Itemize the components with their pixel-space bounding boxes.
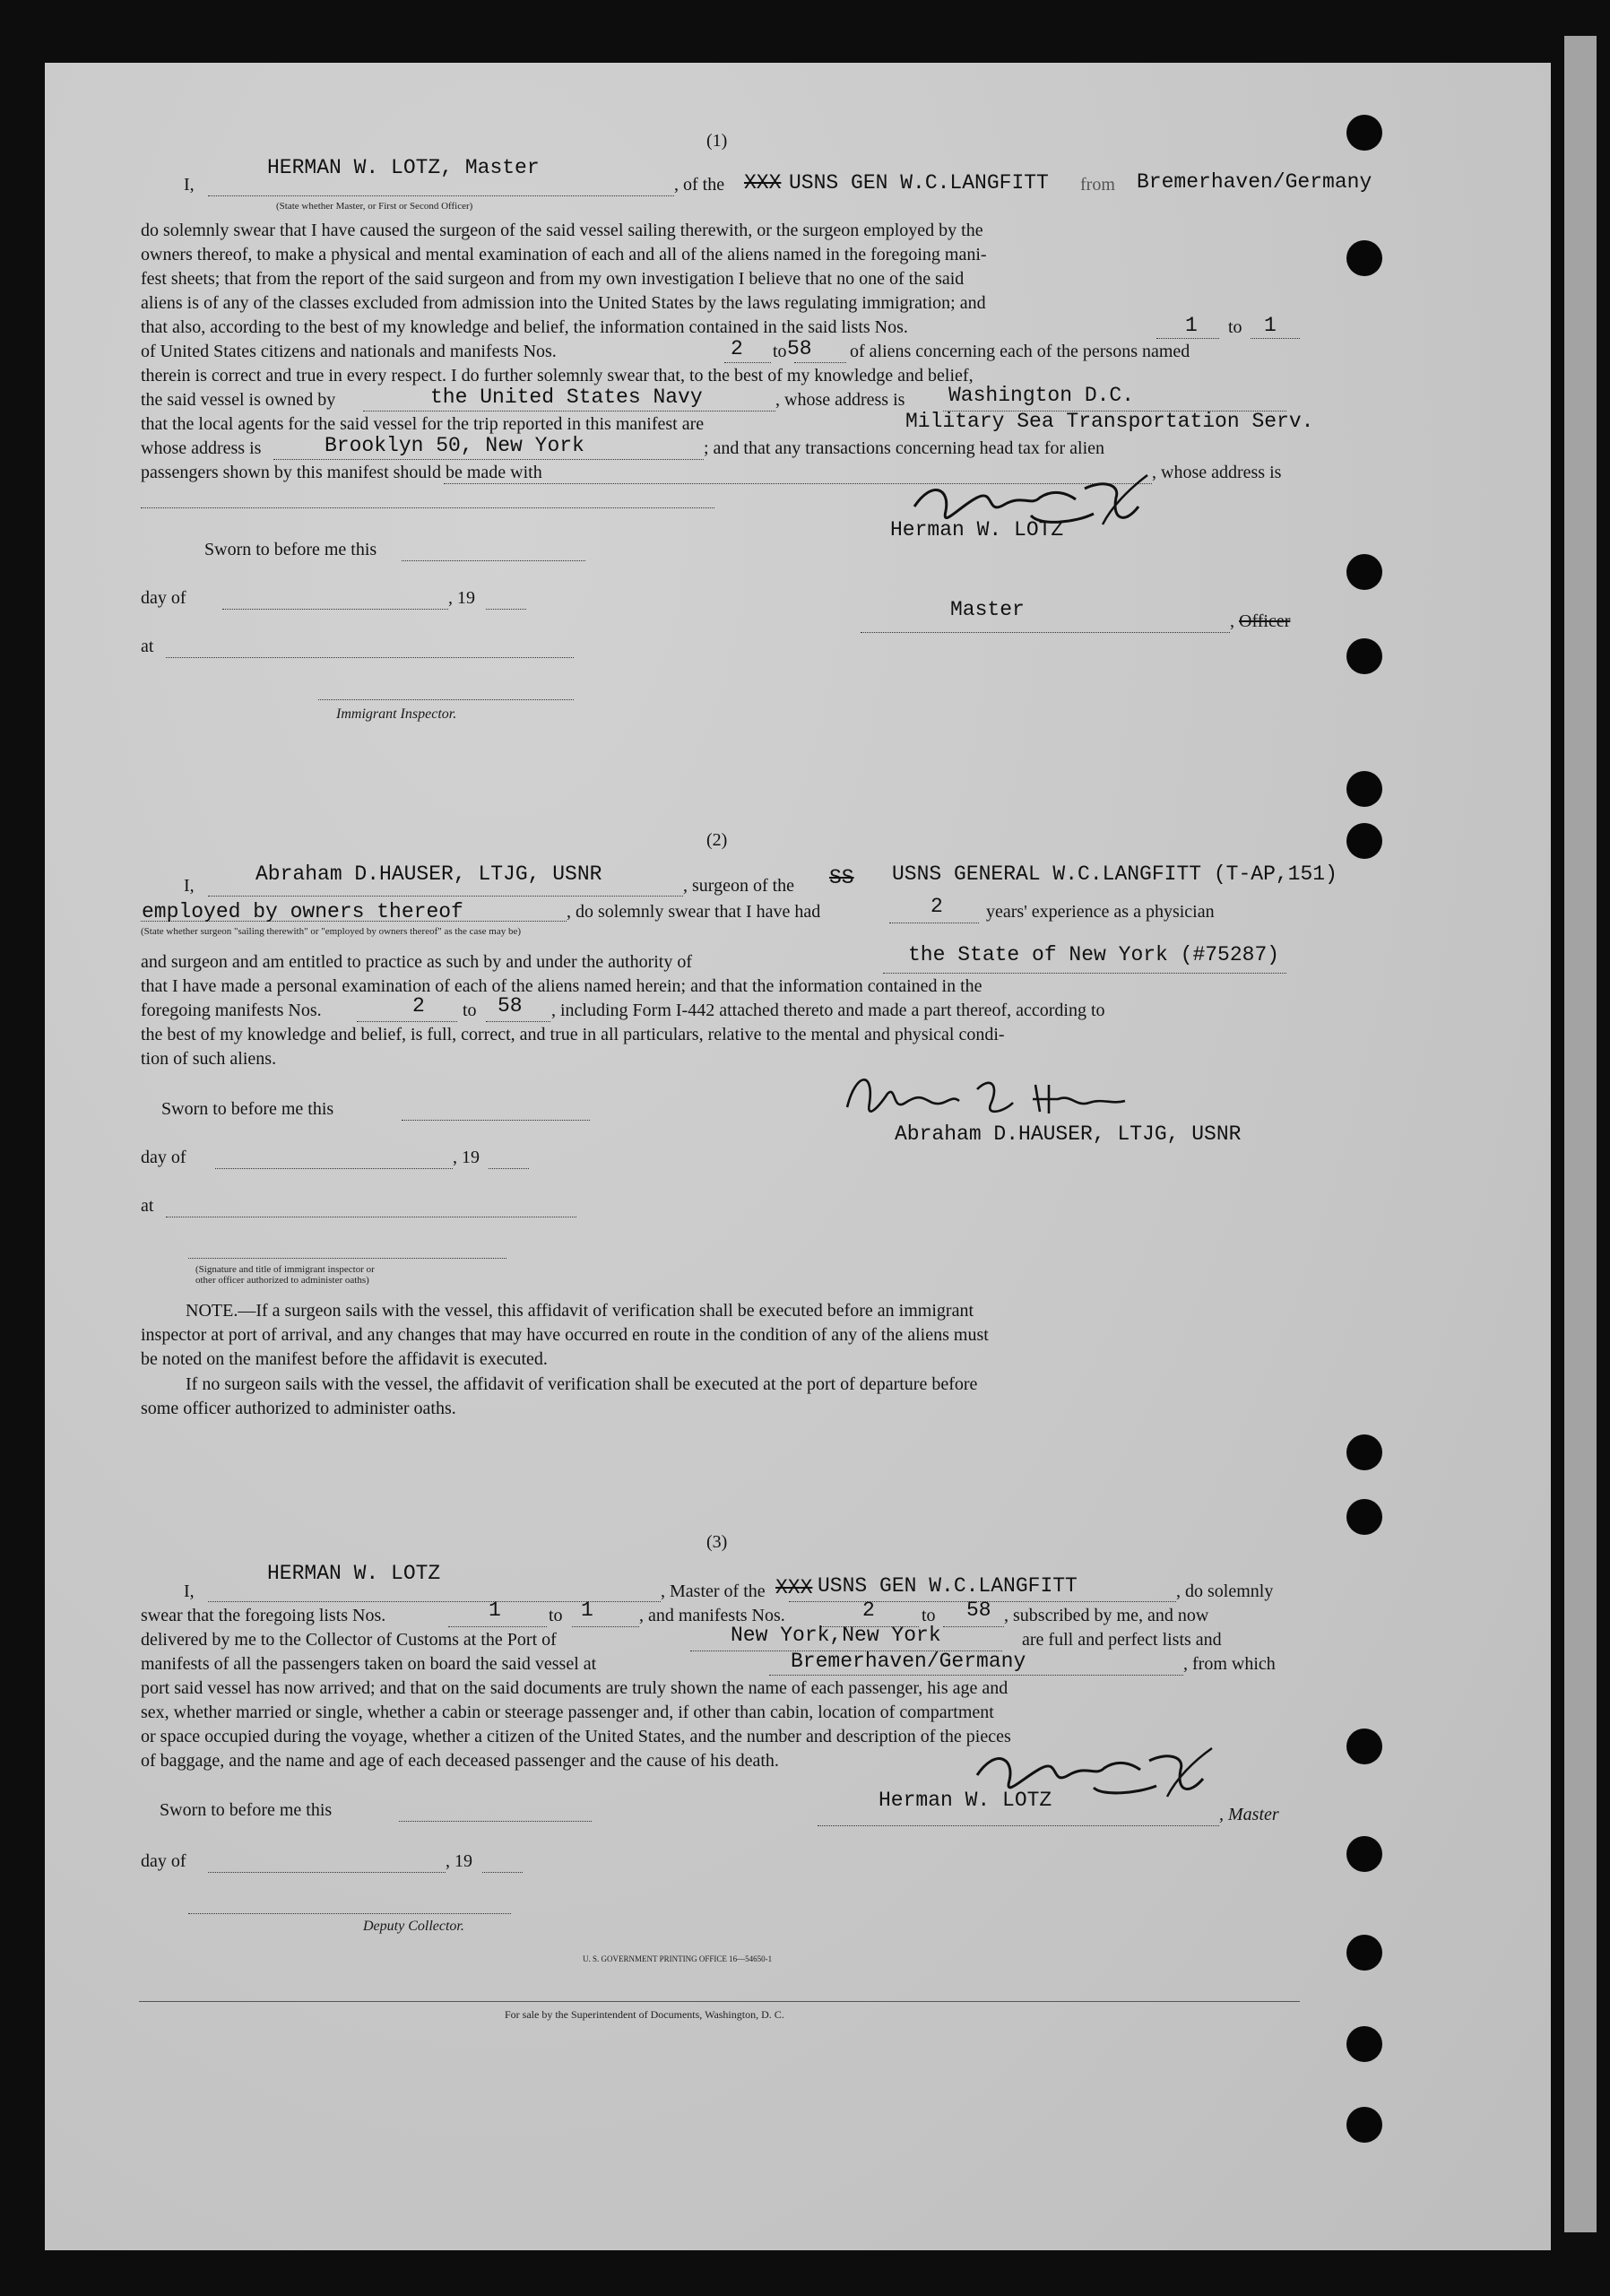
lists-from: 1 [1185, 314, 1198, 337]
s3-lists-to: 1 [581, 1599, 593, 1622]
day-line [215, 1168, 453, 1169]
day-of-label: day of [141, 1851, 186, 1871]
s3-manifest-from: 2 [862, 1599, 875, 1622]
at-line [166, 657, 574, 658]
year-label: , 19 [453, 1148, 480, 1167]
year-line [489, 1168, 529, 1169]
s3-lists-to-line [572, 1626, 639, 1627]
to-label: to [549, 1606, 563, 1625]
note-line-1: NOTE.—If a surgeon sails with the vessel, this affidavit of verification shall be executed before an immigrant [186, 1301, 974, 1321]
punch-hole [1346, 1728, 1382, 1764]
inspector-line [318, 699, 574, 700]
s3-port-from-line [769, 1675, 1183, 1676]
s3-manifest-to: 58 [966, 1599, 991, 1622]
agent-address-line [273, 459, 704, 460]
years-experience: 2 [931, 895, 943, 918]
s1-line-0: do solemnly swear that I have caused the surgeon of the said vessel sailing therewith, or the surgeon employed by the [141, 221, 983, 240]
i-label: I, [184, 175, 195, 195]
surgeon-employment: employed by owners thereof [142, 900, 463, 923]
surgeon-of-the-label: , surgeon of the [683, 876, 795, 896]
of-the-label: , of the [674, 175, 725, 195]
surgeon-signature [834, 1067, 1174, 1130]
s2-manifest-to: 58 [498, 994, 523, 1018]
punch-hole [1346, 2026, 1382, 2062]
punch-hole [1346, 554, 1382, 590]
year-label: , 19 [448, 588, 475, 608]
to-label: to [463, 1001, 477, 1020]
strikeout-officer: Officer [1239, 611, 1291, 631]
punch-hole [1346, 638, 1382, 674]
s3-line-0: port said vessel has now arrived; and that on the said documents are truly shown the name of each passenger, his age and [141, 1678, 1008, 1698]
s2-manifest-from: 2 [412, 994, 425, 1018]
owner-address: Washington D.C. [948, 384, 1135, 407]
s3-signature-line [818, 1825, 1219, 1826]
strikeout-ss: XXX [775, 1576, 813, 1599]
note-line-5: some officer authorized to administer oaths. [141, 1399, 456, 1418]
note-line-2: inspector at port of arrival, and any changes that may have occurred en route in the condition of any of the aliens must [141, 1325, 989, 1345]
footer-rule [139, 2001, 1300, 2002]
s1-line-8: that the local agents for the said vessel for the trip reported in this manifest are [141, 414, 705, 434]
i-label: I, [184, 1581, 195, 1601]
master-title: Master [950, 598, 1025, 621]
manifest-to: 58 [787, 337, 812, 360]
deputy-collector-caption: Deputy Collector. [363, 1919, 464, 1934]
s3-lists-from: 1 [489, 1599, 501, 1622]
to-label: to [773, 342, 787, 361]
year-line [486, 609, 526, 610]
port-of-arrival: New York,New York [731, 1624, 941, 1647]
s3-manifest-to-line [943, 1626, 1004, 1627]
and-manifests-text: , and manifests Nos. [639, 1606, 785, 1625]
day-of-label: day of [141, 588, 186, 608]
strikeout-ss: XXX [744, 171, 782, 195]
master-caption: (State whether Master, or First or Second Officer) [276, 201, 473, 212]
title-line [861, 632, 1230, 633]
officer-sig-line [188, 1258, 506, 1259]
manifest-from-line [724, 362, 771, 363]
authority: the State of New York (#75287) [908, 943, 1280, 966]
note-line-4: If no surgeon sails with the vessel, the affidavit of verification shall be executed at the port of departure before [186, 1374, 978, 1394]
sworn-line [399, 1821, 592, 1822]
day-line [222, 609, 448, 610]
punch-hole [1346, 1434, 1382, 1470]
s3-master-name: HERMAN W. LOTZ [267, 1562, 441, 1585]
owner-line [363, 411, 775, 412]
surgeon-name: Abraham D.HAUSER, LTJG, USNR [255, 862, 602, 886]
collector-line [188, 1913, 511, 1914]
full-perfect-text: are full and perfect lists and [1022, 1630, 1222, 1650]
sworn-line [402, 560, 585, 561]
s1-line-1: owners thereof, to make a physical and mental examination of each and all of the aliens named in the foregoing mani- [141, 245, 987, 264]
punch-hole [1346, 1836, 1382, 1872]
section-1-number: (1) [706, 131, 728, 151]
punch-hole [1346, 771, 1382, 807]
punch-hole [1346, 1499, 1382, 1535]
sig-caption-2: other officer authorized to administer oaths) [195, 1275, 369, 1286]
surgeon-signed-name: Abraham D.HAUSER, LTJG, USNR [895, 1122, 1242, 1146]
punch-hole [1346, 2107, 1382, 2143]
punch-hole [1346, 1935, 1382, 1971]
note-line-3: be noted on the manifest before the affidavit is executed. [141, 1349, 548, 1369]
s3-signed-name: Herman W. LOTZ [879, 1789, 1052, 1812]
punch-hole [1346, 823, 1382, 859]
sig-caption-1: (Signature and title of immigrant inspector or [195, 1264, 375, 1275]
employment-caption: (State whether surgeon "sailing therewith" or "employed by owners thereof" as the case may be) [141, 926, 522, 937]
authority-line [883, 973, 1286, 974]
swear-lists-text: swear that the foregoing lists Nos. [141, 1606, 386, 1625]
s3-port-from: Bremerhaven/Germany [791, 1650, 1026, 1673]
s2-line-0: that I have made a personal examination of each of the aliens named herein; and that the information contained in the [141, 976, 982, 996]
subscribed-text: , subscribed by me, and now [1004, 1606, 1209, 1625]
section-2-number: (2) [706, 830, 728, 850]
port-from: Bremerhaven/Germany [1137, 170, 1372, 194]
to-label: to [1228, 317, 1242, 337]
master-signed-name: Herman W. LOTZ [890, 518, 1064, 542]
surgeon-name-line [208, 896, 683, 897]
lists-to-line [1251, 338, 1300, 339]
master-name-line [208, 195, 674, 196]
s1-line-4: that also, according to the best of my knowledge and belief, the information contained in the said lists Nos. [141, 317, 908, 337]
footer-text: For sale by the Superintendent of Documents, Washington, D. C. [505, 2008, 784, 2021]
immigrant-inspector-caption: Immigrant Inspector. [336, 706, 457, 722]
head-tax-text: ; and that any transactions concerning head tax for alien [704, 438, 1105, 458]
transactions-address-line [141, 507, 714, 508]
sworn-label: Sworn to before me this [161, 1099, 334, 1119]
s2-manifest-from-line [357, 1021, 457, 1022]
s3-line-1: sex, whether married or single, whether a cabin or steerage passenger and, if other than cabin, location of compartment [141, 1703, 994, 1722]
manifests-of-text: manifests of all the passengers taken on board the said vessel at [141, 1654, 597, 1674]
master-of-the-label: , Master of the [661, 1581, 766, 1601]
delivered-text: delivered by me to the Collector of Customs at the Port of [141, 1630, 557, 1650]
to-label: to [922, 1606, 936, 1625]
s3-line-2: or space occupied during the voyage, whether a citizen of the United States, and the number and description of the pieces [141, 1727, 1011, 1746]
strikeout-ss: SS [829, 866, 854, 889]
including-text: , including Form I-442 attached thereto and made a part thereof, according to [551, 1001, 1105, 1020]
s1-line-2: fest sheets; that from the report of the said surgeon and from my own investigation I believe that no one of the said [141, 269, 965, 289]
s2-line-1: foregoing manifests Nos. [141, 1001, 322, 1020]
local-agent: Military Sea Transportation Serv. [905, 410, 1314, 433]
lists-from-line [1156, 338, 1219, 339]
s3-vessel: USNS GEN W.C.LANGFITT [818, 1574, 1078, 1598]
punch-hole [1346, 115, 1382, 151]
gpo-imprint: U. S. GOVERNMENT PRINTING OFFICE 16—54650-1 [583, 1954, 773, 1963]
solemnly-text: , do solemnly [1176, 1581, 1274, 1601]
title-comma: , [1230, 611, 1234, 631]
s1-line-5: of United States citizens and nationals and manifests Nos. [141, 342, 557, 361]
manifest-to-line [794, 362, 846, 363]
owner: the United States Navy [430, 386, 703, 409]
vessel-name: USNS GEN W.C.LANGFITT [789, 171, 1049, 195]
s2-line-2: the best of my knowledge and belief, is full, correct, and true in all particulars, relative to the mental and physical condi- [141, 1025, 1005, 1044]
lists-to: 1 [1264, 314, 1277, 337]
s1-line-9: whose address is [141, 438, 262, 458]
s1-line-10: passengers shown by this manifest should be made with [141, 463, 542, 482]
of-aliens-text: of aliens concerning each of the persons named [850, 342, 1190, 361]
sworn-label: Sworn to before me this [204, 540, 377, 559]
at-label: at [141, 637, 154, 656]
master-suffix: , Master [1219, 1805, 1279, 1824]
s2-manifest-to-line [486, 1021, 550, 1022]
section-3-number: (3) [706, 1532, 728, 1552]
sworn-line [402, 1120, 590, 1121]
s1-line-3: aliens is of any of the classes excluded from admission into the United States by the laws regulating immigration; and [141, 293, 986, 313]
master-name: HERMAN W. LOTZ, Master [267, 156, 540, 179]
s1-line-7: the said vessel is owned by [141, 390, 336, 410]
adjacent-page-edge [1564, 36, 1597, 2232]
whose-address-label-2: , whose address is [1152, 463, 1282, 482]
day-of-label: day of [141, 1148, 186, 1167]
s3-lists-from-line [448, 1626, 547, 1627]
years-text: years' experience as a physician [986, 902, 1215, 922]
s2-line-3: tion of such aliens. [141, 1049, 277, 1069]
manifest-from: 2 [731, 337, 743, 360]
s1-line-6: therein is correct and true in every respect. I do further solemnly swear that, to the best of my knowledge and belief, [141, 366, 974, 386]
authority-text: and surgeon and am entitled to practice as such by and under the authority of [141, 952, 692, 972]
punch-hole [1346, 240, 1382, 276]
surgeon-vessel: USNS GENERAL W.C.LANGFITT (T-AP,151) [892, 862, 1337, 886]
at-label: at [141, 1196, 154, 1216]
day-line [208, 1872, 446, 1873]
s3-line-3: of baggage, and the name and age of each deceased passenger and the cause of his death. [141, 1751, 779, 1771]
year-label: , 19 [446, 1851, 472, 1871]
agent-address: Brooklyn 50, New York [325, 434, 584, 457]
whose-address-label: , whose address is [775, 390, 905, 410]
sworn-label: Sworn to before me this [160, 1800, 333, 1820]
i-label: I, [184, 876, 195, 896]
from-which-text: , from which [1183, 1654, 1276, 1674]
year-line [482, 1872, 523, 1873]
swear-had-text: , do solemnly swear that I have had [567, 902, 821, 922]
from-label: from [1080, 175, 1115, 195]
